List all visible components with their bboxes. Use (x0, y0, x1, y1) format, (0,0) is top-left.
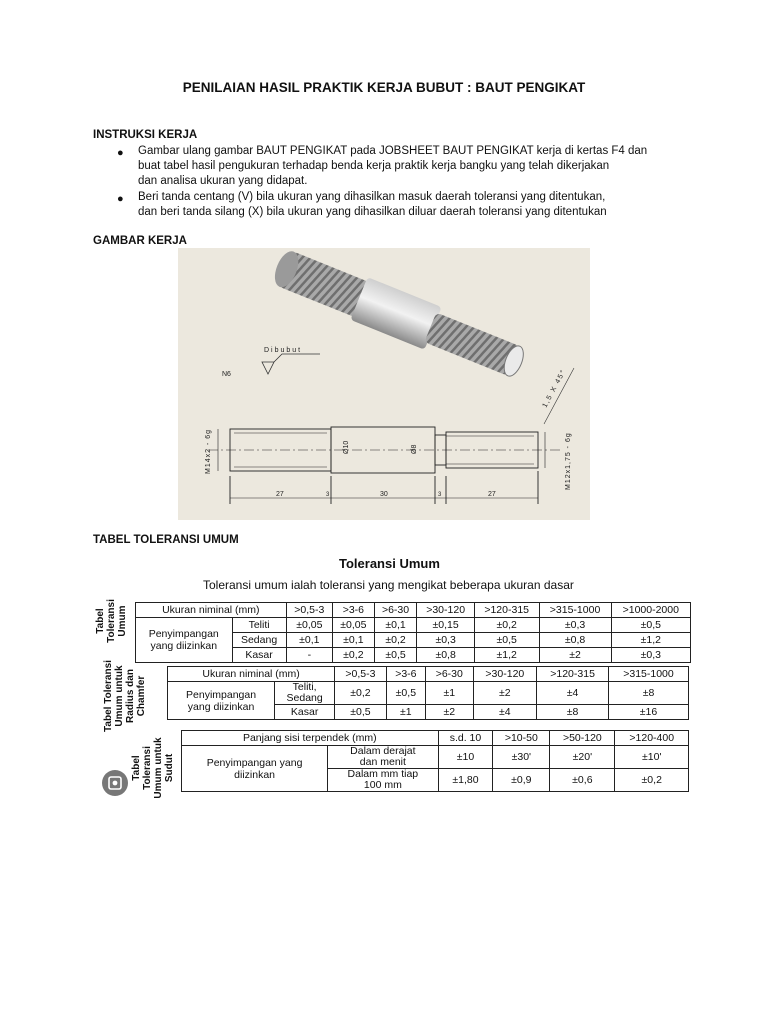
table-cell: ±0,5 (386, 682, 425, 705)
table-cell: ±10 (438, 746, 493, 769)
table-header: >315-1000 (539, 603, 611, 618)
length-label: 30 (380, 491, 388, 498)
table-header: >10-50 (493, 731, 550, 746)
table-cell: ±30' (493, 746, 550, 769)
table-cell: ±1 (426, 682, 473, 705)
table-cell: Kasar (232, 648, 286, 663)
group-label: Penyimpangan yang diizinkan (168, 682, 275, 720)
table-cell: ±0,2 (374, 633, 417, 648)
table-header: >3-6 (386, 667, 425, 682)
table-cell: ±2 (426, 705, 473, 720)
page-title: PENILAIAN HASIL PRAKTIK KERJA BUBUT : BAUT PENGIKAT (182, 80, 586, 95)
table-cell: ±0,3 (539, 618, 611, 633)
instruction-item (138, 190, 698, 220)
table-cell: Kasar (275, 705, 335, 720)
table-cell: ±4 (537, 682, 609, 705)
table-cell: ±10' (615, 746, 689, 769)
table-cell: Teliti (232, 618, 286, 633)
table-cell: Dalam mm tiap 100 mm (328, 769, 438, 792)
image-search-icon[interactable] (102, 770, 128, 796)
side-label: Tabel Toleransi Umum untuk Sudut (131, 737, 175, 799)
tolerance-table-general (135, 602, 691, 663)
dia10-label: Ø10 (343, 440, 350, 454)
table-header: >6-30 (374, 603, 417, 618)
table-cell: ±0,2 (474, 618, 539, 633)
table-row (136, 618, 691, 633)
length-label: 27 (488, 491, 496, 498)
side-label: Tabel Toleransi Umum (95, 599, 128, 643)
table-cell: ±0,15 (417, 618, 474, 633)
tolerance-table-radius (167, 666, 689, 720)
technical-drawing (178, 248, 590, 520)
table-cell: ±0,3 (417, 633, 474, 648)
table-cell: ±20' (550, 746, 615, 769)
table-cell: ±0,3 (611, 648, 690, 663)
table-cell: ±1,2 (474, 648, 539, 663)
table-cell: ±0,8 (417, 648, 474, 663)
dibubut-label: Dibubut (264, 347, 303, 354)
gambar-heading: GAMBAR KERJA (93, 235, 187, 247)
table-cell: ±1,2 (611, 633, 690, 648)
bullet-icon: ● (117, 147, 124, 159)
table-cell: ±0,5 (611, 618, 690, 633)
table-cell: ±0,05 (286, 618, 332, 633)
table-cell: ±4 (473, 705, 537, 720)
bolt-3d-icon (269, 248, 530, 385)
table-header: >0,5-3 (286, 603, 332, 618)
table-cell: ±0,1 (374, 618, 417, 633)
table-row (168, 682, 689, 705)
table-cell: ±0,9 (493, 769, 550, 792)
instruction-line: dan beri tanda silang (X) bila ukuran yang dihasilkan diluar daerah toleransi yang ditentukan (138, 206, 607, 218)
table-header: >6-30 (426, 667, 473, 682)
table-cell: ±0,6 (550, 769, 615, 792)
table-header: >0,5-3 (335, 667, 387, 682)
table-header: s.d. 10 (438, 731, 493, 746)
table-header: >30-120 (417, 603, 474, 618)
table-header: Ukuran niminal (mm) (136, 603, 287, 618)
instruction-line: buat tabel hasil pengukuran terhadap benda kerja praktik kerja bangku yang telah dikerjakan (138, 160, 610, 172)
instruction-line: dan analisa ukuran yang didapat. (138, 175, 308, 187)
table-cell: ±0,5 (474, 633, 539, 648)
table-cell: ±0,5 (335, 705, 387, 720)
table-header: >120-315 (537, 667, 609, 682)
tolerance-image (93, 550, 697, 800)
length-label: 3 (326, 492, 330, 498)
table-cell: ±0,8 (539, 633, 611, 648)
table-header: >3-6 (333, 603, 375, 618)
table-cell: ±0,1 (286, 633, 332, 648)
table-cell: ±1,80 (438, 769, 493, 792)
length-label: 3 (438, 492, 442, 498)
instruction-item (138, 144, 698, 189)
table-header: >50-120 (550, 731, 615, 746)
table-header: >120-315 (474, 603, 539, 618)
instruction-line: Gambar ulang gambar BAUT PENGIKAT pada JOBSHEET BAUT PENGIKAT kerja di kertas F4 dan (138, 145, 648, 157)
side-label: Tabel Toleransi Umum untuk Radius dan Chamfer (103, 660, 147, 732)
table-row (182, 746, 689, 769)
tolerance-table-angle (181, 730, 689, 792)
table-header: Panjang sisi terpendek (mm) (182, 731, 439, 746)
table-cell: ±1 (386, 705, 425, 720)
table-cell: ±8 (537, 705, 609, 720)
table-cell: ±0,5 (374, 648, 417, 663)
table-header: >30-120 (473, 667, 537, 682)
table-header: >315-1000 (609, 667, 689, 682)
table-cell: ±8 (609, 682, 689, 705)
n6-label: N6 (222, 371, 231, 378)
table-cell: ±0,2 (335, 682, 387, 705)
thread-right-label: M12x1,75 - 6g (565, 432, 572, 490)
bullet-icon: ● (117, 193, 124, 205)
table-cell: - (286, 648, 332, 663)
tolerance-image-title: Toleransi Umum (339, 556, 440, 571)
table-cell: ±2 (539, 648, 611, 663)
table-header: >120-400 (615, 731, 689, 746)
table-cell: ±2 (473, 682, 537, 705)
table-cell: Dalam derajat dan menit (328, 746, 438, 769)
dia8-label: Ø8 (411, 444, 418, 454)
tolerance-image-subtitle: Toleransi umum ialah toleransi yang mengikat beberapa ukuran dasar (203, 578, 574, 592)
thread-left-label: M14x2 - 6g (205, 428, 212, 474)
group-label: Penyimpangan yang diizinkan (182, 746, 328, 792)
tabel-heading: TABEL TOLERANSI UMUM (93, 534, 239, 546)
table-cell: ±0,1 (333, 633, 375, 648)
instruksi-heading: INSTRUKSI KERJA (93, 129, 198, 141)
table-cell: ±0,2 (615, 769, 689, 792)
table-cell: Sedang (232, 633, 286, 648)
table-cell: ±0,05 (333, 618, 375, 633)
table-cell: ±0,2 (333, 648, 375, 663)
table-cell: Teliti, Sedang (275, 682, 335, 705)
group-label: Penyimpangan yang diizinkan (136, 618, 233, 663)
chamfer-label: 1,5 X 45° (541, 368, 568, 409)
length-label: 27 (276, 491, 284, 498)
instruction-line: Beri tanda centang (V) bila ukuran yang dihasilkan masuk daerah toleransi yang ditentukan, (138, 191, 606, 203)
table-cell: ±16 (609, 705, 689, 720)
table-header: Ukuran niminal (mm) (168, 667, 335, 682)
table-header: >1000-2000 (611, 603, 690, 618)
